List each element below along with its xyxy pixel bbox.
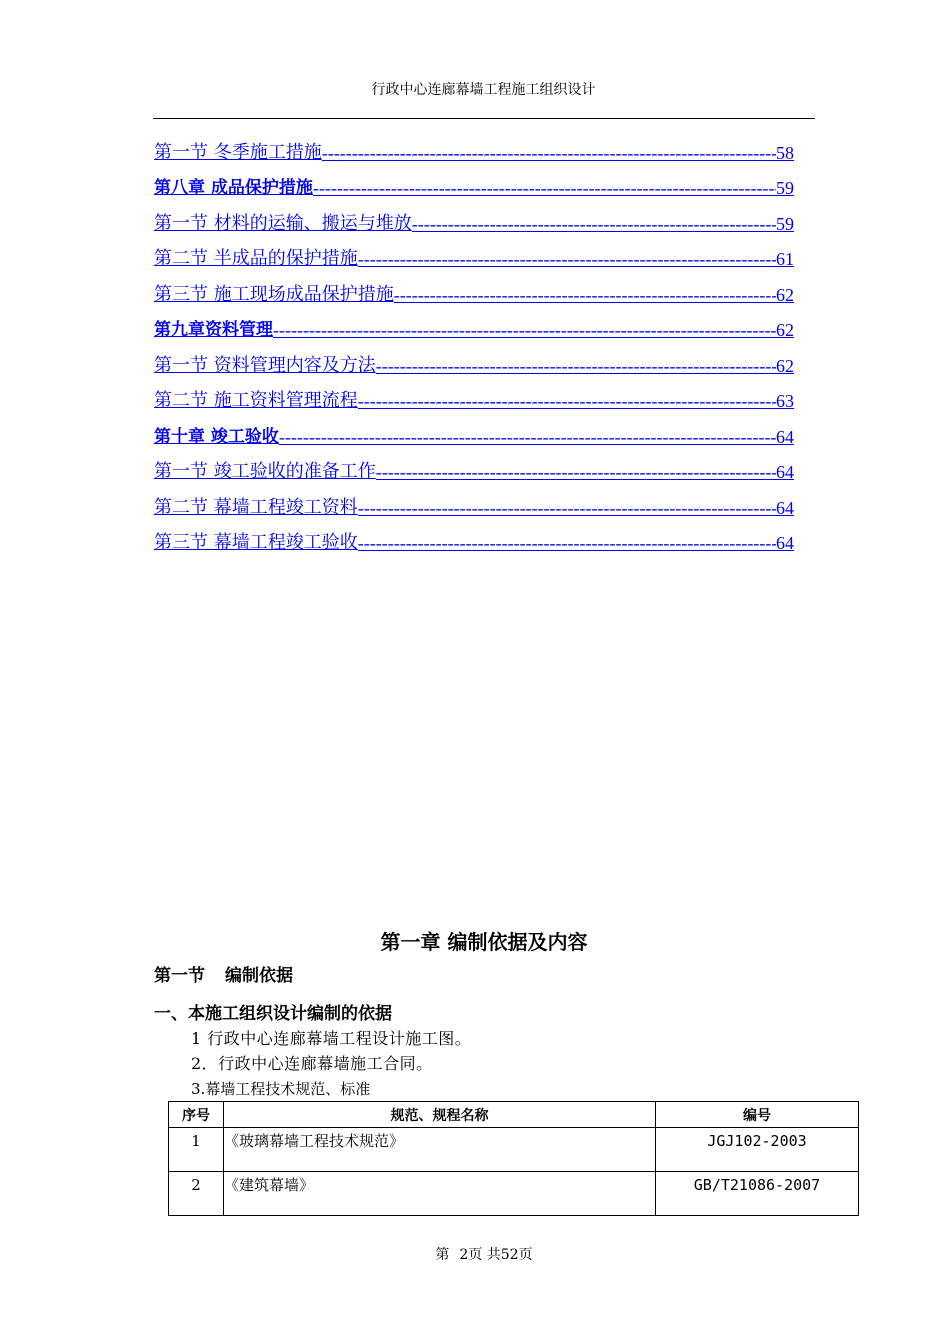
footer-suffix: 页 — [518, 1247, 533, 1263]
footer-prefix: 第 — [435, 1247, 450, 1263]
section-name: 编制依据 — [225, 966, 293, 986]
column-header-number: 序号 — [169, 1102, 224, 1128]
toc-dot-leader — [394, 280, 776, 310]
toc-entry-title: 第二节 半成品的保护措施 — [154, 248, 358, 269]
document-title: 行政中心连廊幕墙工程施工组织设计 — [371, 82, 596, 98]
toc-entry[interactable] — [154, 132, 794, 168]
toc-entry-title: 第二节 施工资料管理流程 — [154, 390, 358, 411]
toc-entry-title: 第三节 幕墙工程竣工验收 — [154, 532, 358, 553]
table-row — [169, 1172, 859, 1216]
standard-name: 《建筑幕墙》 — [224, 1172, 656, 1216]
standards-table — [168, 1101, 859, 1216]
toc-page-number: 59 — [776, 213, 794, 234]
toc-dot-leader — [313, 173, 776, 203]
toc-page-number: 63 — [776, 391, 794, 411]
standard-code: GB/T21086-2007 — [656, 1172, 859, 1216]
section-number: 第一节 — [154, 966, 205, 986]
toc-page-number: 64 — [776, 426, 794, 447]
toc-dot-leader — [358, 386, 776, 416]
current-page-number: 2 — [459, 1247, 469, 1263]
page-header — [153, 80, 814, 100]
toc-entry[interactable] — [154, 168, 794, 204]
toc-page-number: 61 — [776, 249, 794, 269]
toc-page-number: 64 — [776, 497, 794, 518]
toc-entry[interactable] — [154, 345, 794, 381]
toc-entry-title: 第一节 材料的运输、搬运与堆放 — [154, 212, 412, 234]
toc-dot-leader — [358, 528, 776, 558]
toc-entry[interactable] — [154, 203, 794, 239]
toc-entry-title: 第二节 幕墙工程竣工资料 — [154, 496, 358, 518]
toc-entry[interactable] — [154, 239, 794, 275]
standard-name: 《玻璃幕墙工程技术规范》 — [224, 1128, 656, 1172]
toc-entry[interactable] — [154, 310, 794, 346]
toc-entry-title: 第三节 施工现场成品保护措施 — [154, 283, 394, 305]
footer-middle: 页 共 — [468, 1247, 501, 1263]
column-header-code: 编号 — [656, 1102, 859, 1128]
toc-dot-leader — [412, 209, 776, 239]
toc-dot-leader — [322, 138, 776, 168]
toc-page-number: 59 — [776, 178, 794, 198]
table-of-contents — [154, 132, 794, 558]
toc-dot-leader — [376, 457, 776, 487]
toc-page-number: 62 — [776, 355, 794, 376]
toc-entry[interactable] — [154, 274, 794, 310]
column-header-name: 规范、规程名称 — [224, 1102, 656, 1128]
total-pages-number: 52 — [500, 1247, 519, 1263]
basis-item: 1 行政中心连廊幕墙工程设计施工图。 — [191, 1029, 472, 1048]
toc-entry-title: 第八章 成品保护措施 — [154, 178, 313, 198]
toc-entry[interactable] — [154, 487, 794, 523]
toc-entry-title: 第十章 竣工验收 — [154, 426, 279, 447]
toc-page-number: 62 — [776, 284, 794, 305]
toc-entry-title: 第一节 资料管理内容及方法 — [154, 354, 376, 376]
toc-entry[interactable] — [154, 416, 794, 452]
table-header-row — [169, 1102, 859, 1128]
page-footer — [153, 1245, 815, 1265]
table-row — [169, 1128, 859, 1172]
toc-dot-leader — [273, 315, 776, 345]
toc-entry-title: 第一节 冬季施工措施 — [154, 141, 322, 163]
subsection-heading: 一、本施工组织设计编制的依据 — [154, 1004, 392, 1024]
toc-entry[interactable] — [154, 381, 794, 417]
toc-entry[interactable] — [154, 523, 794, 559]
toc-page-number: 64 — [776, 462, 794, 482]
toc-page-number: 64 — [776, 533, 794, 553]
toc-page-number: 58 — [776, 142, 794, 163]
toc-page-number: 62 — [776, 320, 794, 340]
basis-item: 3.幕墙工程技术规范、标准 — [191, 1080, 371, 1098]
toc-dot-leader — [376, 351, 776, 381]
toc-entry[interactable] — [154, 452, 794, 488]
standard-code: JGJ102-2003 — [656, 1128, 859, 1172]
chapter-heading: 第一章 编制依据及内容 — [380, 930, 588, 954]
toc-entry-title: 第九章资料管理 — [154, 320, 273, 340]
toc-dot-leader — [358, 493, 776, 523]
row-number: 1 — [169, 1128, 224, 1172]
section-heading — [154, 962, 293, 990]
toc-dot-leader — [279, 422, 776, 452]
toc-entry-title: 第一节 竣工验收的准备工作 — [154, 461, 376, 482]
row-number: 2 — [169, 1172, 224, 1216]
toc-dot-leader — [358, 244, 776, 274]
header-divider — [153, 118, 815, 119]
basis-item: 2．行政中心连廊幕墙施工合同。 — [191, 1054, 433, 1073]
